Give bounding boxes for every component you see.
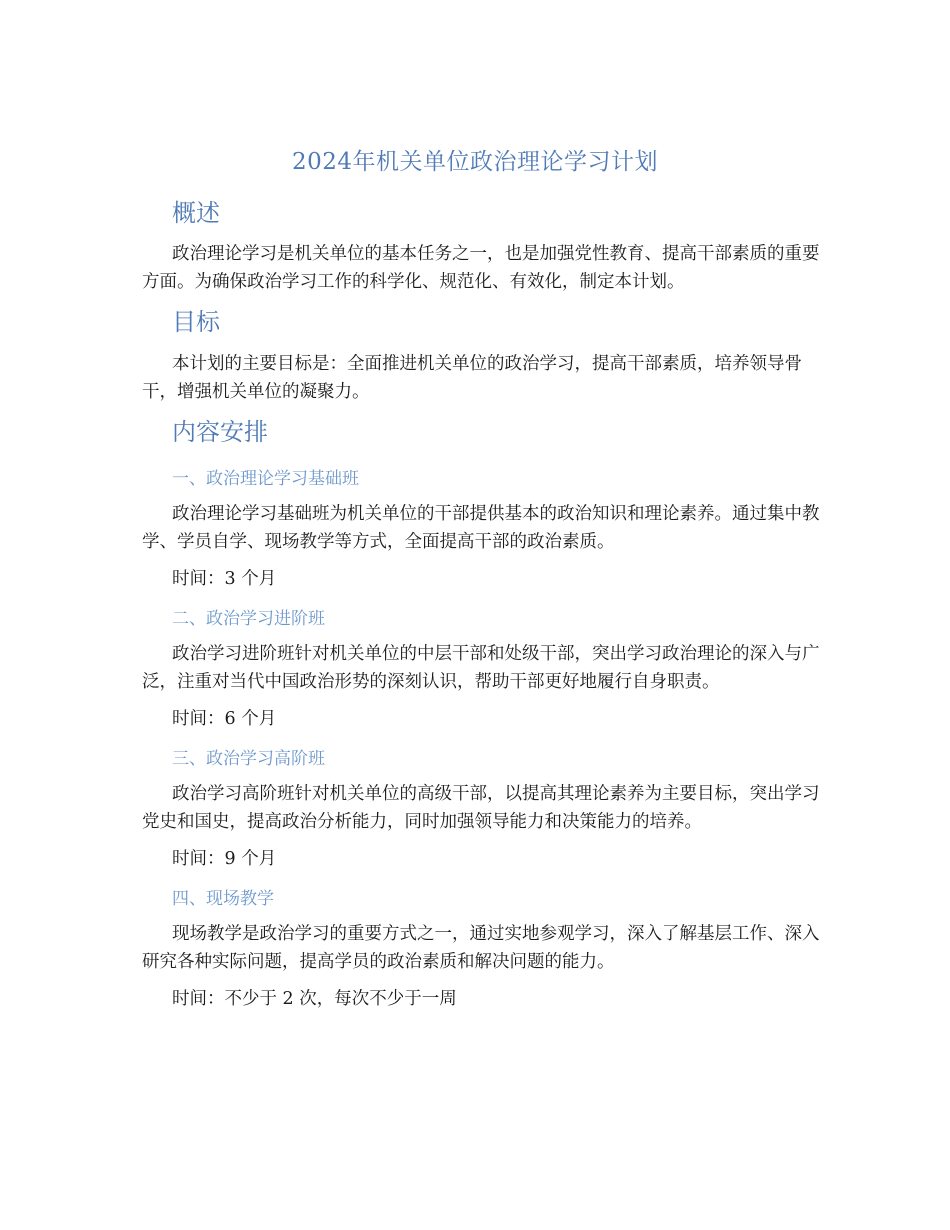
subsection-heading-basic: 一、政治理论学习基础班 bbox=[172, 469, 359, 489]
subsection-heading-senior: 三、政治学习高阶班 bbox=[172, 749, 325, 769]
section-body-goals: 本计划的主要目标是：全面推进机关单位的政治学习，提高干部素质，培养领导骨干，增强机关单位的凝聚力。 bbox=[142, 354, 802, 402]
subsection-heading-field: 四、现场教学 bbox=[172, 889, 274, 909]
subsection-heading-advanced: 二、政治学习进阶班 bbox=[172, 609, 325, 629]
document-title: 2024年机关单位政治理论学习计划 bbox=[291, 149, 659, 175]
section-heading-overview: 概述 bbox=[172, 199, 220, 227]
subsection-time-basic: 时间：3 个月 bbox=[172, 569, 277, 589]
section-heading-content: 内容安排 bbox=[172, 418, 268, 446]
subsection-body-advanced: 政治学习进阶班针对机关单位的中层干部和处级干部，突出学习政治理论的深入与广泛，注重对当代中国政治形势的深刻认识，帮助干部更好地履行自身职责。 bbox=[142, 644, 820, 692]
section-body-overview: 政治理论学习是机关单位的基本任务之一，也是加强党性教育、提高干部素质的重要方面。为确保政治学习工作的科学化、规范化、有效化，制定本计划。 bbox=[142, 244, 820, 292]
subsection-body-field: 现场教学是政治学习的重要方式之一，通过实地参观学习，深入了解基层工作、深入研究各种实际问题，提高学员的政治素质和解决问题的能力。 bbox=[142, 924, 820, 972]
subsection-body-basic: 政治理论学习基础班为机关单位的干部提供基本的政治知识和理论素养。通过集中教学、学员自学、现场教学等方式，全面提高干部的政治素质。 bbox=[142, 504, 820, 552]
section-heading-goals: 目标 bbox=[172, 308, 220, 336]
subsection-body-senior: 政治学习高阶班针对机关单位的高级干部，以提高其理论素养为主要目标，突出学习党史和国史，提高政治分析能力，同时加强领导能力和决策能力的培养。 bbox=[142, 784, 820, 832]
subsection-time-senior: 时间：9 个月 bbox=[172, 849, 277, 869]
subsection-time-field: 时间：不少于 2 次，每次不少于一周 bbox=[172, 989, 457, 1009]
subsection-time-advanced: 时间：6 个月 bbox=[172, 709, 277, 729]
